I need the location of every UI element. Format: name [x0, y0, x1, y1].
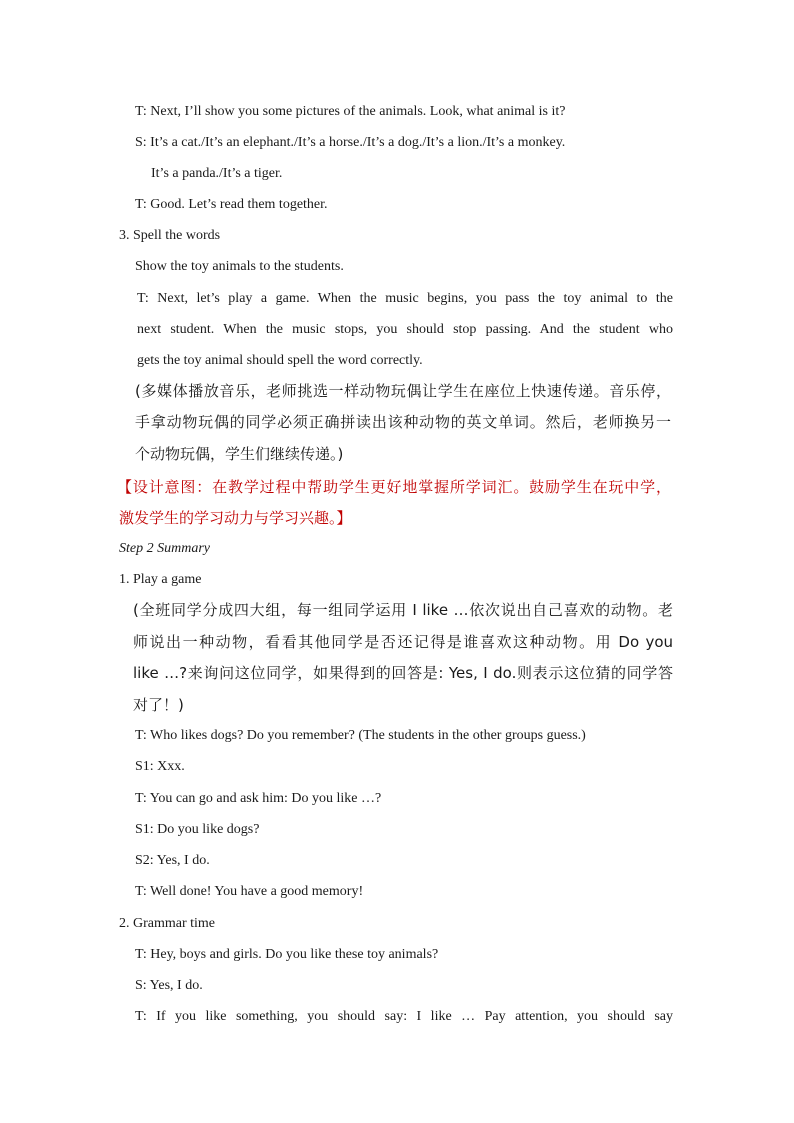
- chinese-note-line: 手拿动物玩偶的同学必须正确拼读出该种动物的英文单词。然后，老师换另一: [135, 413, 671, 431]
- dialogue-line: T: Next, I’ll show you some pictures of the animals. Look, what animal is it?: [135, 104, 566, 119]
- chinese-note-line: 对了！): [133, 696, 184, 714]
- design-intent-line: 激发学生的学习动力与学习兴趣。】: [119, 509, 352, 527]
- dialogue-line: S1: Do you like dogs?: [135, 822, 260, 837]
- dialogue-line: S1: Xxx.: [135, 759, 185, 774]
- dialogue-line: T: Next, let’s play a game. When the music begins, you pass the toy animal to the: [137, 291, 673, 306]
- dialogue-line: S: Yes, I do.: [135, 978, 203, 993]
- dialogue-line: next student. When the music stops, you should stop passing. And the student who: [137, 322, 673, 337]
- section-heading: 3. Spell the words: [119, 228, 221, 243]
- chinese-note-line: 个动物玩偶，学生们继续传递。): [135, 445, 344, 463]
- section-heading: 2. Grammar time: [119, 916, 216, 931]
- dialogue-line: T: Who likes dogs? Do you remember? (The students in the other groups guess.): [135, 728, 586, 743]
- dialogue-line: It’s a panda./It’s a tiger.: [151, 166, 283, 181]
- dialogue-line: S2: Yes, I do.: [135, 853, 210, 868]
- chinese-note-line: like …?来询问这位同学，如果得到的回答是: Yes, I do.则表示这位猜的同学答: [133, 664, 673, 682]
- chinese-note-line: 师说出一种动物，看看其他同学是否还记得是谁喜欢这种动物。用 Do you: [133, 633, 673, 651]
- section-heading: 1. Play a game: [119, 572, 202, 587]
- dialogue-line: T: Well done! You have a good memory!: [135, 884, 364, 899]
- dialogue-line: T: If you like something, you should say: I like … Pay attention, you should say: [135, 1009, 673, 1024]
- dialogue-line: S: It’s a cat./It’s an elephant./It’s a horse./It’s a dog./It’s a lion./It’s a monkey.: [135, 135, 566, 150]
- design-intent-line: 【设计意图：在教学过程中帮助学生更好地掌握所学词汇。鼓励学生在玩中学，: [117, 478, 671, 496]
- dialogue-line: T: Hey, boys and girls. Do you like these toy animals?: [135, 947, 439, 962]
- dialogue-line: T: You can go and ask him: Do you like …?: [135, 791, 382, 806]
- chinese-note-line: (多媒体播放音乐，老师挑选一样动物玩偶让学生在座位上快速传递。音乐停，: [135, 382, 671, 400]
- dialogue-line: gets the toy animal should spell the word correctly.: [137, 353, 423, 368]
- chinese-note-line: (全班同学分成四大组，每一组同学运用 I like …依次说出自己喜欢的动物。老: [133, 601, 673, 619]
- instruction-line: Show the toy animals to the students.: [135, 259, 344, 274]
- dialogue-line: T: Good. Let’s read them together.: [135, 197, 328, 212]
- step-heading: Step 2 Summary: [119, 541, 210, 556]
